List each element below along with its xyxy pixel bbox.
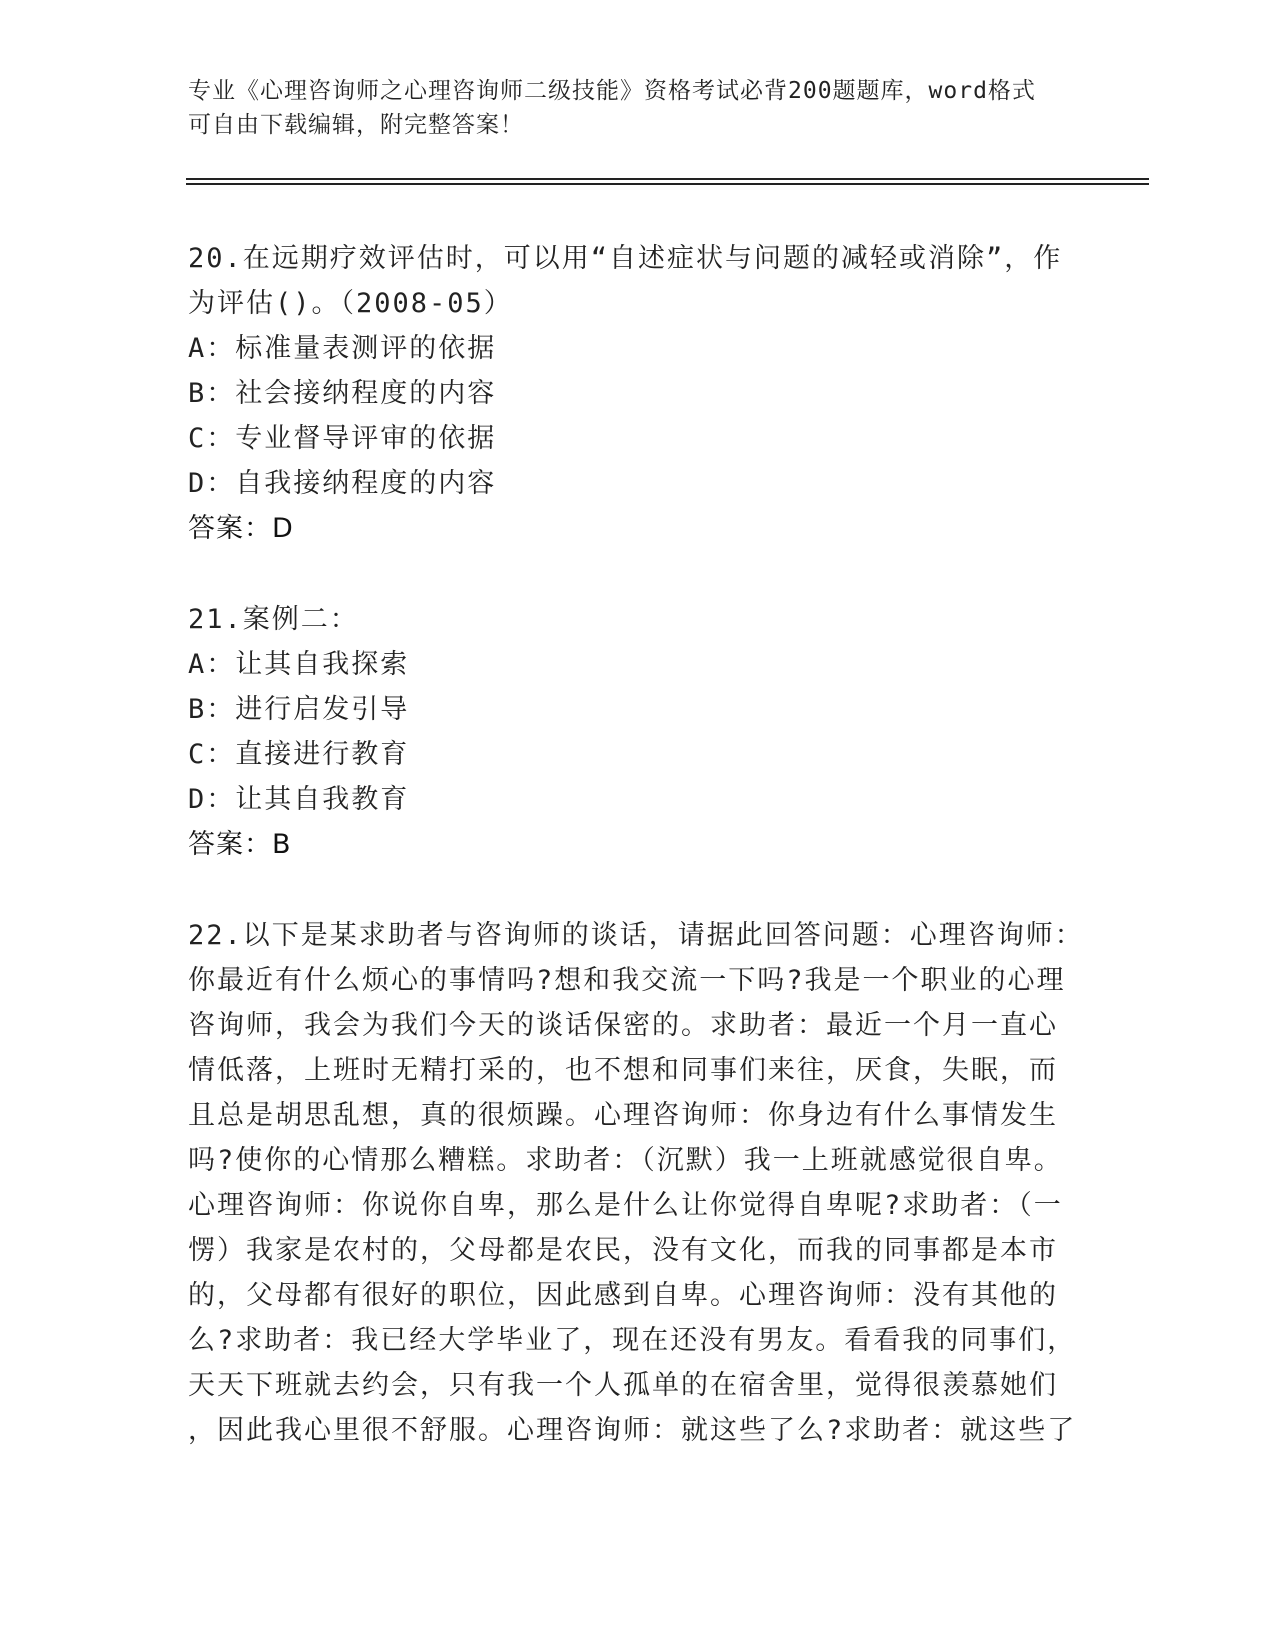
question-stem-line: 天天下班就去约会，只有我一个人孤单的在宿舍里，觉得很羡慕她们 <box>188 1370 1058 1401</box>
option-d: D：自我接纳程度的内容 <box>188 468 497 499</box>
question-stem-line: 你最近有什么烦心的事情吗?想和我交流一下吗?我是一个职业的心理 <box>188 965 1066 996</box>
question-stem-line: 心理咨询师：你说你自卑，那么是什么让你觉得自卑呢?求助者：（一 <box>188 1190 1063 1221</box>
option-a: A：让其自我探索 <box>188 649 410 680</box>
question-22 <box>188 913 1084 1453</box>
question-21 <box>188 597 1068 867</box>
question-stem-line: 情低落，上班时无精打采的，也不想和同事们来往，厌食，失眠，而 <box>188 1055 1058 1086</box>
header-line-2: 可自由下载编辑，附完整答案！ <box>188 112 524 138</box>
question-stem-line: 22.以下是某求助者与咨询师的谈话，请据此回答问题：心理咨询师： <box>188 920 1084 951</box>
question-20 <box>188 236 1068 551</box>
question-stem-line: 为评估()。（2008-05） <box>188 288 513 319</box>
option-c: C：直接进行教育 <box>188 739 410 770</box>
question-stem-line: 愣）我家是农村的，父母都是农民，没有文化，而我的同事都是本市 <box>188 1235 1058 1266</box>
option-d: D：让其自我教育 <box>188 784 410 815</box>
question-stem-line: 20.在远期疗效评估时，可以用“自述症状与问题的减轻或消除”，作 <box>188 243 1063 274</box>
document-header <box>188 74 1078 142</box>
question-stem-line: 咨询师，我会为我们今天的谈话保密的。求助者：最近一个月一直心 <box>188 1010 1058 1041</box>
option-b: B：进行启发引导 <box>188 694 410 725</box>
question-stem-line: 么?求助者：我已经大学毕业了，现在还没有男友。看看我的同事们， <box>188 1325 1077 1356</box>
answer-label: 答案：D <box>188 513 294 544</box>
option-c: C：专业督导评审的依据 <box>188 423 497 454</box>
option-a: A：标准量表测评的依据 <box>188 333 497 364</box>
header-rule-top <box>186 178 1149 180</box>
header-line-1: 专业《心理咨询师之心理咨询师二级技能》资格考试必背200题题库，word格式 <box>188 78 1036 104</box>
question-stem-line: 的，父母都有很好的职位，因此感到自卑。心理咨询师：没有其他的 <box>188 1280 1058 1311</box>
question-stem-line: ，因此我心里很不舒服。心理咨询师：就这些了么?求助者：就这些了 <box>188 1415 1077 1446</box>
answer-label: 答案：B <box>188 829 292 860</box>
question-stem-line: 21.案例二： <box>188 604 359 635</box>
question-stem-line: 且总是胡思乱想，真的很烦躁。心理咨询师：你身边有什么事情发生 <box>188 1100 1058 1131</box>
question-stem-line: 吗?使你的心情那么糟糕。求助者：（沉默）我一上班就感觉很自卑。 <box>188 1145 1063 1176</box>
header-rule-bottom <box>186 183 1149 185</box>
option-b: B：社会接纳程度的内容 <box>188 378 497 409</box>
